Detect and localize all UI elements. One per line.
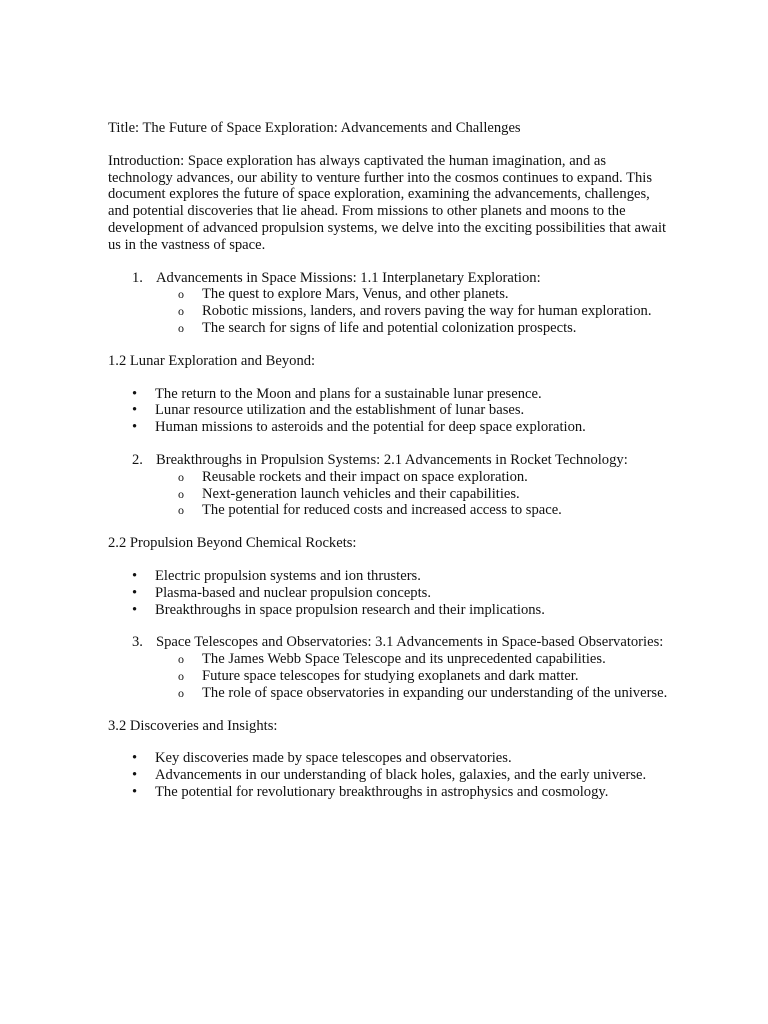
list-item: [108, 668, 668, 685]
spacer: [108, 436, 668, 452]
list-item: [108, 419, 668, 436]
bullet-icon: •: [132, 402, 138, 419]
list-item: [108, 386, 668, 403]
list-item-text: Plasma-based and nuclear propulsion concepts.: [155, 584, 431, 601]
list-item: [108, 767, 668, 784]
section-1: [108, 270, 668, 436]
list-item: [108, 303, 668, 320]
list-item-text: Lunar resource utilization and the establishment of lunar bases.: [155, 402, 525, 419]
bullet-icon: •: [132, 767, 138, 784]
list-item: [108, 402, 668, 419]
list-item: [108, 320, 668, 337]
intro-paragraph: Introduction: Space exploration has always captivated the human imagination, and as technology advances, our ability to venture further into the cosmos continues to expand. This document explores the future of space exploration, examining the advancements, challenges, and potential discoveries that lie ahead. From missions to other planets and moons to the development of advanced propulsion systems, we delve into the exciting possibilities that await us in the vastness of space.: [108, 152, 667, 253]
section-heading: [108, 634, 668, 651]
list-item-text: The return to the Moon and plans for a sustainable lunar presence.: [155, 385, 542, 402]
list-item-text: Advancements in our understanding of black holes, galaxies, and the early universe.: [155, 767, 647, 784]
list-item: [108, 784, 668, 801]
list-item: [108, 469, 668, 486]
section-number: 1.: [132, 269, 143, 286]
subsection-heading: 2.2 Propulsion Beyond Chemical Rockets:: [108, 535, 357, 552]
sub-item-list: [108, 469, 668, 519]
list-item: [108, 602, 668, 619]
section-3: [108, 634, 668, 800]
list-item: [108, 585, 668, 602]
spacer: [108, 618, 668, 634]
list-item-text: Reusable rockets and their impact on space exploration.: [202, 468, 528, 485]
list-item-text: Breakthroughs in space propulsion research and their implications.: [155, 601, 545, 618]
list-item-text: Key discoveries made by space telescopes and observatories.: [155, 750, 512, 767]
circle-bullet-icon: o: [178, 320, 184, 335]
subsection-heading: 3.2 Discoveries and Insights:: [108, 717, 278, 734]
circle-bullet-icon: o: [178, 486, 184, 501]
bullet-icon: •: [132, 750, 138, 767]
bullet-list: [108, 568, 668, 618]
subsection-heading: 1.2 Lunar Exploration and Beyond:: [108, 352, 316, 369]
list-item-text: The James Webb Space Telescope and its unprecedented capabilities.: [202, 651, 606, 668]
sub-item-list: [108, 651, 668, 701]
list-item-text: Future space telescopes for studying exoplanets and dark matter.: [202, 667, 579, 684]
list-item: [108, 286, 668, 303]
bullet-icon: •: [132, 419, 138, 436]
list-item-text: The quest to explore Mars, Venus, and other planets.: [202, 286, 509, 303]
bullet-icon: •: [132, 567, 138, 584]
list-item: [108, 568, 668, 585]
list-item-text: Human missions to asteroids and the potential for deep space exploration.: [155, 419, 586, 436]
list-item: [108, 651, 668, 668]
section-heading-text: Advancements in Space Missions: 1.1 Interplanetary Exploration:: [156, 269, 541, 286]
section-heading-text: Breakthroughs in Propulsion Systems: 2.1 Advancements in Rocket Technology:: [156, 451, 628, 468]
document-title: Title: The Future of Space Exploration: Advancements and Challenges: [108, 120, 521, 136]
list-item-text: The potential for revolutionary breakthroughs in astrophysics and cosmology.: [155, 783, 609, 800]
list-item-text: The role of space observatories in expanding our understanding of the universe.: [202, 684, 668, 701]
bullet-list: [108, 386, 668, 436]
bullet-icon: •: [132, 601, 138, 618]
list-item: [108, 486, 668, 503]
list-item: [108, 502, 668, 519]
document-page: [108, 120, 668, 801]
circle-bullet-icon: o: [178, 652, 184, 667]
sub-item-list: [108, 286, 668, 336]
circle-bullet-icon: o: [178, 668, 184, 683]
section-heading: [108, 452, 668, 469]
bullet-icon: •: [132, 385, 138, 402]
circle-bullet-icon: o: [178, 287, 184, 302]
section-2: [108, 452, 668, 618]
section-number: 2.: [132, 451, 143, 468]
list-item-text: The search for signs of life and potential colonization prospects.: [202, 319, 577, 336]
list-item-text: Next-generation launch vehicles and their capabilities.: [202, 485, 520, 502]
circle-bullet-icon: o: [178, 304, 184, 319]
bullet-list: [108, 750, 668, 800]
section-heading-text: Space Telescopes and Observatories: 3.1 Advancements in Space-based Observatories:: [156, 634, 664, 651]
circle-bullet-icon: o: [178, 503, 184, 518]
list-item-text: Robotic missions, landers, and rovers paving the way for human exploration.: [202, 303, 652, 320]
bullet-icon: •: [132, 584, 138, 601]
section-number: 3.: [132, 634, 143, 651]
list-item-text: Electric propulsion systems and ion thrusters.: [155, 567, 421, 584]
section-heading: [108, 270, 668, 287]
list-item: [108, 685, 668, 702]
list-item-text: The potential for reduced costs and increased access to space.: [202, 502, 562, 519]
circle-bullet-icon: o: [178, 685, 184, 700]
circle-bullet-icon: o: [178, 469, 184, 484]
list-item: [108, 750, 668, 767]
bullet-icon: •: [132, 783, 138, 800]
